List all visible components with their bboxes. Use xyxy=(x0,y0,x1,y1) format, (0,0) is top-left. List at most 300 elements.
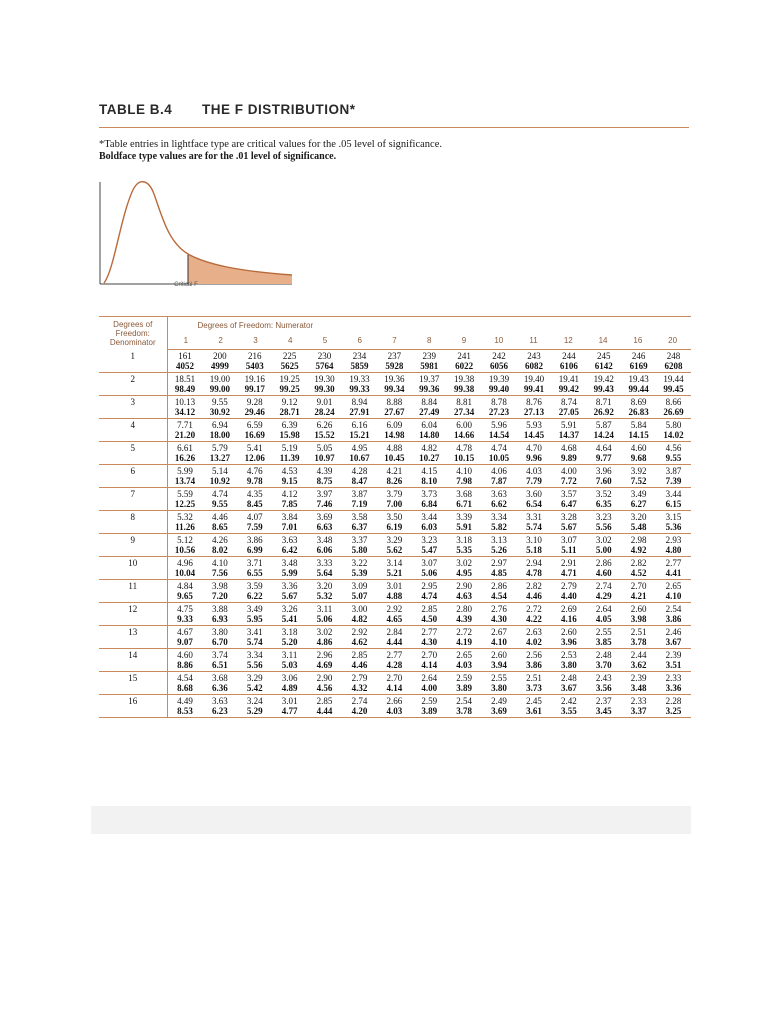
critical-values-cell xyxy=(167,442,691,465)
critical-value: 5.56 xyxy=(595,522,612,532)
critical-value: 4.56 xyxy=(316,683,333,693)
critical-value: 3.28 xyxy=(560,512,577,522)
critical-value: 8.74 xyxy=(560,397,577,407)
critical-value: 4.10 xyxy=(491,637,507,647)
column-header: 20 xyxy=(668,336,678,345)
critical-value: 5.91 xyxy=(560,420,577,430)
critical-value: 5.64 xyxy=(316,568,333,578)
critical-value: 5.32 xyxy=(316,591,333,601)
critical-value: 2.39 xyxy=(665,650,682,660)
critical-value: 4.46 xyxy=(526,591,542,601)
critical-value: 34.12 xyxy=(174,407,196,417)
critical-value: 99.38 xyxy=(454,384,475,394)
table-number: TABLE B.4 xyxy=(99,102,173,117)
critical-value: 4.88 xyxy=(386,443,403,453)
critical-value: 10.97 xyxy=(314,453,335,463)
f-table xyxy=(99,316,691,718)
critical-value: 15.21 xyxy=(349,430,370,440)
critical-value: 4.02 xyxy=(526,637,542,647)
critical-value: 4.10 xyxy=(665,591,682,601)
critical-value: 5.93 xyxy=(526,420,542,430)
critical-value: 30.92 xyxy=(209,407,230,417)
critical-value: 99.43 xyxy=(593,384,614,394)
column-header: 3 xyxy=(253,336,258,345)
critical-value: 6.35 xyxy=(595,499,612,509)
critical-value: 6.36 xyxy=(211,683,228,693)
critical-value: 29.46 xyxy=(244,407,265,417)
critical-value: 2.82 xyxy=(630,558,647,568)
critical-value: 5.47 xyxy=(421,545,438,555)
critical-value: 99.00 xyxy=(209,384,230,394)
values-05-level xyxy=(168,512,692,522)
critical-value: 4.60 xyxy=(595,568,612,578)
critical-value: 6.94 xyxy=(211,420,228,430)
critical-value: 14.24 xyxy=(593,430,614,440)
critical-value: 5.82 xyxy=(491,522,507,532)
page-bottom-shadow xyxy=(91,806,691,834)
critical-value: 3.74 xyxy=(211,650,228,660)
critical-value: 9.12 xyxy=(281,397,298,407)
critical-values-cell xyxy=(167,672,691,695)
critical-value: 5.91 xyxy=(456,522,473,532)
critical-value: 2.56 xyxy=(526,650,542,660)
critical-value: 2.60 xyxy=(491,650,507,660)
values-05-level xyxy=(168,604,692,614)
critical-value: 2.51 xyxy=(526,673,542,683)
critical-value: 28.71 xyxy=(279,407,300,417)
column-header: 16 xyxy=(633,336,643,345)
critical-value: 5.11 xyxy=(561,545,577,555)
critical-value: 4.54 xyxy=(491,591,507,601)
critical-value: 2.92 xyxy=(386,604,403,614)
critical-value: 3.96 xyxy=(595,466,612,476)
critical-value: 2.55 xyxy=(595,627,612,637)
critical-value: 7.19 xyxy=(351,499,368,509)
values-05-level xyxy=(168,374,692,384)
critical-value: 15.52 xyxy=(314,430,335,440)
critical-value: 5981 xyxy=(420,361,439,371)
values-05-level xyxy=(168,558,692,568)
critical-value: 19.43 xyxy=(628,374,649,384)
critical-value: 4.10 xyxy=(456,466,473,476)
table-row xyxy=(99,350,691,373)
critical-value: 5.41 xyxy=(246,443,263,453)
critical-value: 2.85 xyxy=(316,696,333,706)
critical-value: 4.30 xyxy=(421,637,438,647)
critical-value: 3.48 xyxy=(316,535,333,545)
critical-value: 3.07 xyxy=(560,535,577,545)
critical-value: 3.14 xyxy=(386,558,403,568)
df-denominator-header: Degrees of Freedom: Denominator xyxy=(99,317,167,350)
critical-value: 4.15 xyxy=(421,466,438,476)
critical-value: 2.65 xyxy=(665,581,682,591)
critical-value: 2.96 xyxy=(316,650,333,660)
table-row xyxy=(99,603,691,626)
critical-value: 2.74 xyxy=(595,581,612,591)
critical-value: 19.36 xyxy=(384,374,405,384)
critical-value: 245 xyxy=(596,351,611,361)
critical-value: 3.23 xyxy=(595,512,612,522)
critical-value: 14.02 xyxy=(663,430,684,440)
critical-value: 6.26 xyxy=(316,420,333,430)
critical-value: 4.14 xyxy=(386,683,403,693)
note-lightface: *Table entries in lightface type are critical values for the .05 level of significance. xyxy=(99,139,442,150)
critical-value: 6.39 xyxy=(281,420,298,430)
critical-value: 4.10 xyxy=(211,558,228,568)
critical-value: 4.78 xyxy=(526,568,542,578)
critical-value: 3.18 xyxy=(281,627,298,637)
critical-value: 5.79 xyxy=(211,443,228,453)
critical-value: 2.76 xyxy=(491,604,507,614)
critical-value: 19.16 xyxy=(244,374,265,384)
critical-value: 7.00 xyxy=(386,499,403,509)
critical-value: 9.15 xyxy=(281,476,298,486)
note-boldface: Boldface type values are for the .01 level of significance. xyxy=(99,151,337,162)
critical-value: 4.21 xyxy=(386,466,403,476)
critical-value: 4.64 xyxy=(595,443,612,453)
df-denominator-value: 10 xyxy=(99,557,167,580)
critical-values-cell xyxy=(167,603,691,626)
critical-value: 27.49 xyxy=(419,407,440,417)
critical-value: 2.42 xyxy=(560,696,577,706)
values-01-level xyxy=(168,384,692,394)
critical-value: 14.80 xyxy=(419,430,440,440)
values-01-level xyxy=(168,637,692,647)
critical-value: 5.62 xyxy=(386,545,403,555)
critical-value: 3.63 xyxy=(491,489,507,499)
critical-value: 3.69 xyxy=(491,706,507,716)
critical-value: 3.89 xyxy=(421,706,438,716)
critical-value: 3.69 xyxy=(316,512,333,522)
critical-value: 3.33 xyxy=(316,558,333,568)
critical-value: 4.92 xyxy=(630,545,647,555)
critical-value: 2.69 xyxy=(560,604,577,614)
critical-value: 5.99 xyxy=(177,466,193,476)
critical-value: 3.24 xyxy=(246,696,263,706)
critical-value: 3.10 xyxy=(526,535,542,545)
critical-value: 5.19 xyxy=(281,443,298,453)
critical-value: 5403 xyxy=(245,361,264,371)
column-header: 4 xyxy=(287,336,293,345)
critical-value: 4.74 xyxy=(421,591,438,601)
critical-value: 8.86 xyxy=(177,660,193,670)
df-denominator-value: 11 xyxy=(99,580,167,603)
critical-value: 3.44 xyxy=(665,489,682,499)
critical-value: 99.34 xyxy=(384,384,405,394)
critical-value: 3.73 xyxy=(526,683,542,693)
critical-value: 9.55 xyxy=(665,453,682,463)
critical-value: 6.93 xyxy=(211,614,228,624)
critical-value: 6.19 xyxy=(386,522,403,532)
critical-value: 4.84 xyxy=(177,581,193,591)
values-01-level xyxy=(168,361,692,371)
critical-value: 3.63 xyxy=(281,535,298,545)
critical-value: 3.84 xyxy=(281,512,298,522)
critical-value: 3.44 xyxy=(421,512,438,522)
critical-value: 6.71 xyxy=(456,499,473,509)
critical-value: 239 xyxy=(422,351,436,361)
critical-value: 3.59 xyxy=(246,581,263,591)
critical-value: 3.25 xyxy=(665,706,682,716)
critical-value: 3.96 xyxy=(560,637,577,647)
critical-value: 5764 xyxy=(315,361,334,371)
critical-value: 4.88 xyxy=(386,591,403,601)
critical-value: 4.40 xyxy=(560,591,577,601)
critical-value: 2.63 xyxy=(526,627,542,637)
critical-value: 9.55 xyxy=(211,499,228,509)
critical-value: 2.70 xyxy=(386,673,403,683)
critical-value: 10.04 xyxy=(174,568,196,578)
critical-value: 3.68 xyxy=(211,673,228,683)
critical-value: 3.15 xyxy=(665,512,682,522)
critical-value: 5.39 xyxy=(351,568,368,578)
critical-value: 4.71 xyxy=(560,568,577,578)
values-05-level xyxy=(168,535,692,545)
critical-value: 10.56 xyxy=(174,545,196,555)
table-notes xyxy=(99,139,619,163)
critical-value: 4.85 xyxy=(491,568,507,578)
column-header: 12 xyxy=(563,336,573,345)
critical-value: 6.03 xyxy=(421,522,438,532)
critical-value: 18.00 xyxy=(209,430,230,440)
critical-value: 3.68 xyxy=(456,489,473,499)
critical-value: 2.51 xyxy=(630,627,647,637)
critical-value: 3.20 xyxy=(316,581,333,591)
critical-value: 6082 xyxy=(524,361,543,371)
critical-value: 2.92 xyxy=(351,627,368,637)
values-01-level xyxy=(168,522,692,532)
critical-value: 3.55 xyxy=(560,706,577,716)
critical-values-cell xyxy=(167,695,691,718)
critical-value: 3.06 xyxy=(281,673,298,683)
table-row xyxy=(99,695,691,718)
critical-value: 2.94 xyxy=(526,558,542,568)
critical-value: 243 xyxy=(527,351,541,361)
critical-value: 2.77 xyxy=(665,558,682,568)
critical-value: 4.29 xyxy=(595,591,612,601)
critical-value: 3.07 xyxy=(421,558,438,568)
df-denominator-value: 13 xyxy=(99,626,167,649)
critical-value: 4.46 xyxy=(351,660,368,670)
critical-value: 3.31 xyxy=(526,512,542,522)
critical-value: 9.78 xyxy=(246,476,263,486)
critical-value: 4.82 xyxy=(421,443,438,453)
column-header-row xyxy=(167,333,691,350)
table-row xyxy=(99,580,691,603)
critical-value: 2.70 xyxy=(630,581,647,591)
critical-values-cell xyxy=(167,511,691,534)
critical-value: 3.11 xyxy=(281,650,298,660)
values-01-level xyxy=(168,407,692,417)
critical-value: 3.36 xyxy=(281,581,298,591)
critical-value: 3.52 xyxy=(595,489,612,499)
critical-value: 5928 xyxy=(385,361,404,371)
critical-value: 4.21 xyxy=(630,591,647,601)
critical-value: 2.64 xyxy=(595,604,612,614)
critical-value: 5.36 xyxy=(665,522,682,532)
critical-value: 7.98 xyxy=(456,476,473,486)
critical-value: 8.66 xyxy=(665,397,682,407)
critical-value: 27.05 xyxy=(558,407,579,417)
critical-value: 6.04 xyxy=(421,420,438,430)
critical-value: 3.87 xyxy=(665,466,682,476)
values-01-level xyxy=(168,499,692,509)
critical-value: 2.79 xyxy=(351,673,368,683)
critical-value: 2.74 xyxy=(351,696,368,706)
critical-value: 9.01 xyxy=(316,397,333,407)
critical-value: 4.41 xyxy=(665,568,682,578)
critical-value: 6.99 xyxy=(246,545,263,555)
critical-value: 4.14 xyxy=(421,660,438,670)
values-05-level xyxy=(168,581,692,591)
critical-value: 3.80 xyxy=(211,627,228,637)
critical-value: 6208 xyxy=(664,361,683,371)
df-denominator-value: 14 xyxy=(99,649,167,672)
critical-value: 2.43 xyxy=(595,673,612,683)
critical-value: 2.53 xyxy=(560,650,577,660)
critical-value: 4.39 xyxy=(456,614,473,624)
values-05-level xyxy=(168,351,692,361)
critical-value: 5.59 xyxy=(177,489,193,499)
critical-value: 8.26 xyxy=(386,476,403,486)
critical-value: 10.13 xyxy=(174,397,196,407)
critical-value: 3.23 xyxy=(421,535,438,545)
critical-value: 2.45 xyxy=(526,696,542,706)
critical-value: 27.23 xyxy=(488,407,510,417)
critical-value: 3.80 xyxy=(560,660,577,670)
critical-value: 4.50 xyxy=(421,614,438,624)
critical-value: 6.15 xyxy=(665,499,682,509)
critical-value: 5.14 xyxy=(211,466,228,476)
values-05-level xyxy=(168,650,692,660)
critical-value: 2.85 xyxy=(351,650,368,660)
critical-value: 3.13 xyxy=(491,535,507,545)
critical-values-cell xyxy=(167,580,691,603)
critical-value: 99.41 xyxy=(523,384,545,394)
critical-value: 3.80 xyxy=(491,683,507,693)
critical-value: 7.01 xyxy=(281,522,298,532)
critical-value: 6.84 xyxy=(421,499,438,509)
critical-value: 8.84 xyxy=(421,397,438,407)
critical-value: 3.37 xyxy=(351,535,368,545)
critical-value: 4.60 xyxy=(177,650,193,660)
critical-value: 4.00 xyxy=(560,466,577,476)
critical-value: 200 xyxy=(213,351,227,361)
critical-value: 3.22 xyxy=(351,558,368,568)
column-header: 11 xyxy=(529,336,538,345)
critical-values-cell xyxy=(167,350,691,373)
critical-value: 19.41 xyxy=(558,374,579,384)
critical-value: 3.02 xyxy=(316,627,333,637)
critical-value: 4.22 xyxy=(526,614,542,624)
critical-value: 6.00 xyxy=(456,420,473,430)
table-name: THE F DISTRIBUTION* xyxy=(202,102,356,117)
critical-value: 2.59 xyxy=(421,696,438,706)
critical-value: 2.46 xyxy=(665,627,682,637)
critical-value: 19.25 xyxy=(279,374,300,384)
critical-value: 3.48 xyxy=(630,683,647,693)
critical-value: 7.52 xyxy=(630,476,647,486)
df-denominator-value: 2 xyxy=(99,373,167,396)
critical-value: 5.18 xyxy=(526,545,542,555)
critical-value: 5.20 xyxy=(281,637,298,647)
critical-value: 7.20 xyxy=(211,591,228,601)
column-header: 8 xyxy=(427,336,432,345)
critical-value: 10.45 xyxy=(384,453,405,463)
critical-value: 4.86 xyxy=(316,637,333,647)
df-denominator-value: 5 xyxy=(99,442,167,465)
critical-value: 4.74 xyxy=(491,443,507,453)
table-row xyxy=(99,488,691,511)
critical-value: 99.33 xyxy=(349,384,370,394)
critical-value: 4.74 xyxy=(211,489,228,499)
critical-value: 9.33 xyxy=(177,614,193,624)
column-header: 14 xyxy=(598,336,608,345)
critical-value: 6.42 xyxy=(281,545,298,555)
critical-value: 10.05 xyxy=(488,453,510,463)
critical-value: 2.65 xyxy=(456,650,473,660)
critical-value: 7.46 xyxy=(316,499,333,509)
critical-value: 8.47 xyxy=(351,476,368,486)
critical-value: 6.27 xyxy=(630,499,647,509)
critical-value: 2.60 xyxy=(560,627,577,637)
critical-value: 99.40 xyxy=(488,384,510,394)
critical-value: 14.66 xyxy=(454,430,475,440)
critical-value: 4.39 xyxy=(316,466,333,476)
critical-value: 3.98 xyxy=(211,581,228,591)
critical-value: 8.81 xyxy=(456,397,473,407)
critical-value: 4.05 xyxy=(595,614,612,624)
critical-value: 3.02 xyxy=(595,535,612,545)
column-header: 9 xyxy=(461,336,467,345)
critical-value: 241 xyxy=(457,351,471,361)
table-title xyxy=(99,100,689,120)
critical-value: 4.03 xyxy=(526,466,542,476)
critical-value: 2.80 xyxy=(456,604,473,614)
critical-value: 2.60 xyxy=(630,604,647,614)
critical-value: 7.59 xyxy=(246,522,263,532)
critical-value: 2.48 xyxy=(595,650,612,660)
values-05-level xyxy=(168,673,692,683)
critical-value: 230 xyxy=(317,351,332,361)
critical-value: 99.17 xyxy=(244,384,265,394)
critical-value: 4.77 xyxy=(281,706,298,716)
table-row xyxy=(99,557,691,580)
critical-value: 10.27 xyxy=(419,453,440,463)
values-01-level xyxy=(168,591,692,601)
critical-value: 6.54 xyxy=(526,499,542,509)
critical-value: 8.94 xyxy=(351,397,368,407)
critical-value: 5.03 xyxy=(281,660,298,670)
critical-value: 6.16 xyxy=(351,420,368,430)
critical-value: 8.02 xyxy=(211,545,228,555)
critical-values-cell xyxy=(167,419,691,442)
critical-value: 3.34 xyxy=(491,512,507,522)
critical-value: 3.11 xyxy=(316,604,333,614)
critical-value: 2.67 xyxy=(491,627,507,637)
critical-value: 6.37 xyxy=(351,522,368,532)
critical-value: 3.01 xyxy=(386,581,403,591)
critical-value: 5.96 xyxy=(491,420,507,430)
critical-value: 8.75 xyxy=(316,476,333,486)
critical-value: 4.44 xyxy=(316,706,333,716)
critical-value: 5.00 xyxy=(595,545,612,555)
critical-value: 10.67 xyxy=(349,453,370,463)
values-01-level xyxy=(168,545,692,555)
critical-value: 2.28 xyxy=(665,696,682,706)
values-05-level xyxy=(168,420,692,430)
critical-value: 9.28 xyxy=(246,397,263,407)
